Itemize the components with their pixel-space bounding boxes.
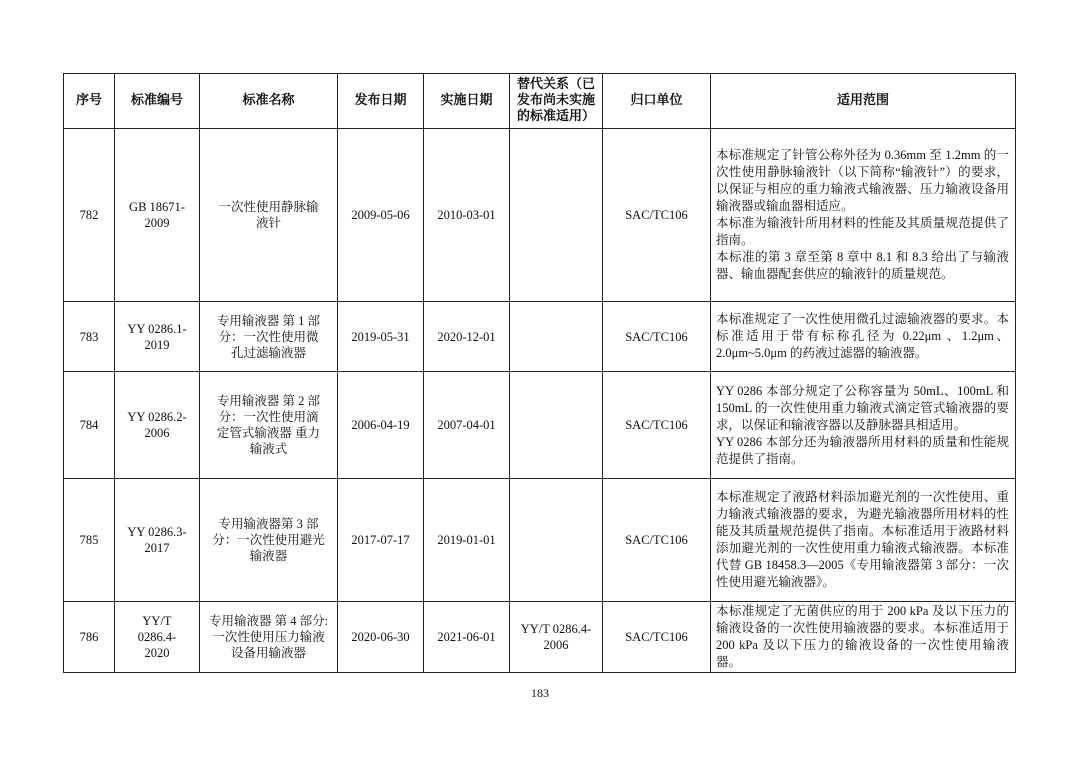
scope-paragraph: YY 0286 本部分规定了公称容量为 50mL、100mL 和 150mL 的一次性使用重力输液式滴定管式输液器的要求，以保证和输液容器以及静脉器具相适用。: [716, 383, 1009, 432]
page-number: 183: [531, 686, 549, 700]
cell-publish-date: 2019-05-31: [338, 302, 424, 372]
table-row: [64, 372, 1016, 479]
cell-replacement: [510, 372, 603, 479]
cell-seq: 784: [64, 372, 115, 479]
table-row: [64, 302, 1016, 372]
cell-name: 专用输液器 第 1 部分：一次性使用微孔过滤输液器: [200, 302, 338, 372]
standards-table: [63, 73, 1016, 673]
cell-implement-date: 2007-04-01: [424, 372, 510, 479]
cell-name: 专用输液器 第 4 部分: 一次性使用压力输液设备用输液器: [200, 602, 338, 673]
cell-code: YY/T 0286.4-2020: [115, 602, 200, 673]
cell-replacement: [510, 479, 603, 602]
cell-unit: SAC/TC106: [603, 302, 711, 372]
cell-implement-date: 2020-12-01: [424, 302, 510, 372]
cell-scope: [711, 372, 1016, 479]
scope-paragraph: 本标准为输液针所用材料的性能及其质量规范提供了指南。: [716, 216, 1009, 247]
cell-publish-date: 2020-06-30: [338, 602, 424, 673]
cell-name: 专用输液器第 3 部分：一次性使用避光输液器: [200, 479, 338, 602]
cell-code: YY 0286.3-2017: [115, 479, 200, 602]
cell-unit: SAC/TC106: [603, 479, 711, 602]
cell-publish-date: 2009-05-06: [338, 129, 424, 302]
cell-seq: 785: [64, 479, 115, 602]
cell-unit: SAC/TC106: [603, 372, 711, 479]
header-replacement: 替代关系（已发布尚未实施的标准适用）: [510, 74, 603, 129]
cell-seq: 786: [64, 602, 115, 673]
cell-replacement: YY/T 0286.4-2006: [510, 602, 603, 673]
scope-paragraph: 本标准规定了针管公称外径为 0.36mm 至 1.2mm 的一次性使用静脉输液针（以下简称“输液针”）的要求，以保证与相应的重力输液式输液器、压力输液设备用输液器或输血器相适应。: [716, 148, 1009, 213]
cell-publish-date: 2017-07-17: [338, 479, 424, 602]
header-implement-date: 实施日期: [424, 74, 510, 129]
cell-scope: [711, 129, 1016, 302]
header-code: 标准编号: [115, 74, 200, 129]
header-name: 标准名称: [200, 74, 338, 129]
header-publish-date: 发布日期: [338, 74, 424, 129]
cell-publish-date: 2006-04-19: [338, 372, 424, 479]
cell-code: YY 0286.1-2019: [115, 302, 200, 372]
cell-code: YY 0286.2-2006: [115, 372, 200, 479]
cell-scope: [711, 479, 1016, 602]
scope-paragraph: 本标准规定了一次性使用微孔过滤输液器的要求。本标准适用于带有标称孔径为 0.22μm 、1.2μm、2.0μm~5.0μm 的药液过滤器的输液器。: [716, 312, 1009, 360]
cell-replacement: [510, 302, 603, 372]
cell-scope: [711, 602, 1016, 673]
cell-seq: 782: [64, 129, 115, 302]
scope-paragraph: 本标准规定了液路材料添加避光剂的一次性使用、重力输液式输液器的要求，为避光输液器所用材料的性能及其质量规范提供了指南。本标准适用于液路材料添加避光剂的一次性使用重力输液式输液器。本标准代替 GB 18458.3—2005《专用输液器第 3 部分：一次性使用避光输液器》。: [716, 490, 1009, 589]
header-seq: 序号: [64, 74, 115, 129]
cell-implement-date: 2019-01-01: [424, 479, 510, 602]
scope-paragraph: 本标准的第 3 章至第 8 章中 8.1 和 8.3 给出了与输液器、输血器配套供应的输液针的质量规范。: [716, 250, 1009, 281]
table-row: [64, 479, 1016, 602]
cell-unit: SAC/TC106: [603, 602, 711, 673]
cell-scope: [711, 302, 1016, 372]
cell-replacement: [510, 129, 603, 302]
cell-code: GB 18671-2009: [115, 129, 200, 302]
cell-name: 专用输液器 第 2 部分：一次性使用滴定管式输液器 重力输液式: [200, 372, 338, 479]
cell-unit: SAC/TC106: [603, 129, 711, 302]
cell-seq: 783: [64, 302, 115, 372]
cell-implement-date: 2021-06-01: [424, 602, 510, 673]
cell-name: 一次性使用静脉输液针: [200, 129, 338, 302]
scope-paragraph: 本标准规定了无菌供应的用于 200 kPa 及以下压力的输液设备的一次性使用输液器的要求。本标准适用于 200 kPa 及以下压力的输液设备的一次性使用输液器。: [716, 604, 1009, 669]
header-unit: 归口单位: [603, 74, 711, 129]
table-row: [64, 602, 1016, 673]
scope-paragraph: YY 0286 本部分还为输液器所用材料的质量和性能规范提供了指南。: [716, 434, 1009, 466]
table-row: [64, 129, 1016, 302]
header-row: [64, 74, 1016, 129]
cell-implement-date: 2010-03-01: [424, 129, 510, 302]
header-scope: 适用范围: [711, 74, 1016, 129]
